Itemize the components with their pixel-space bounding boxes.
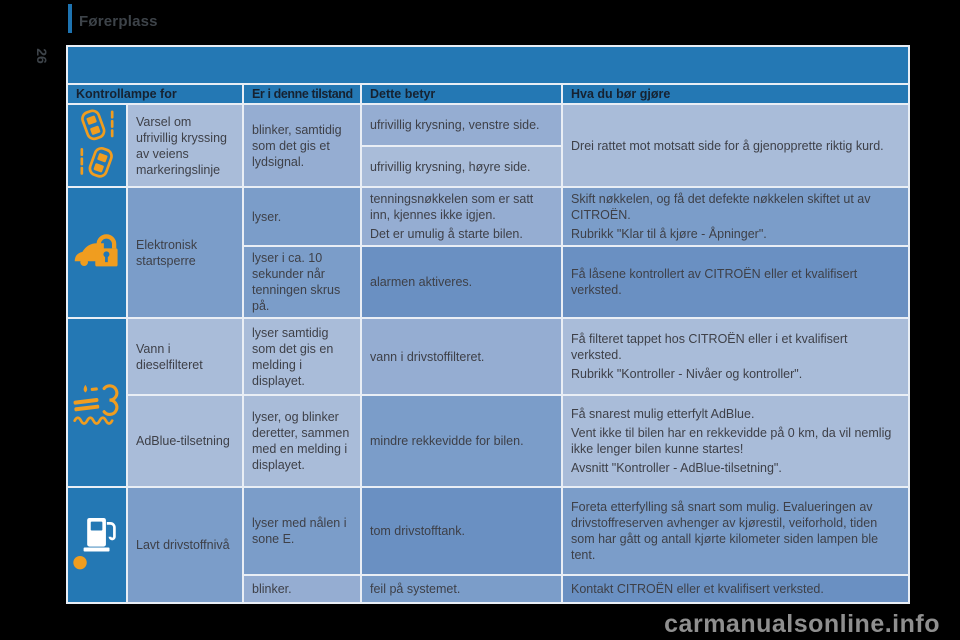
- action-paragraph: Få snarest mulig etterfylt AdBlue.: [571, 407, 755, 421]
- cell-lamp-name: Varsel om ufrivillig kryssing av veiens markeringslinje: [128, 105, 242, 186]
- cell-state: lyser, og blinker deretter, sammen med en melding i displayet.: [244, 396, 360, 486]
- table-row-water-filter: [68, 319, 908, 394]
- watermark: carmanualsonline.info: [664, 610, 940, 638]
- table-header-row: [68, 85, 908, 103]
- cell-meaning: tom drivstofftank.: [362, 488, 561, 574]
- warning-lamps-table: [66, 45, 910, 604]
- header-state-column: Er i denne tilstand: [244, 85, 360, 103]
- cell-meaning-right: ufrivillig krysning, høyre side.: [362, 147, 561, 186]
- cell-state: lyser med nålen i sone E.: [244, 488, 360, 574]
- low-fuel-pump-icon: [68, 488, 126, 602]
- section-title-accent-bar: [68, 4, 72, 33]
- car-lock-immobiliser-icon: [73, 227, 121, 275]
- cell-lamp-name: Lavt drivstoffnivå: [128, 488, 242, 602]
- cell-meaning: alarmen aktiveres.: [362, 247, 561, 317]
- cell-meaning: vann i drivstoffilteret.: [362, 319, 561, 394]
- section-title: Førerplass: [79, 13, 158, 30]
- top-band-cell: [68, 47, 908, 83]
- lane-departure-warning-icon: [68, 105, 126, 186]
- cell-action: Få låsene kontrollert av CITROËN eller et kvalifisert verksted.: [563, 247, 908, 317]
- cell-state: lyser i ca. 10 sekunder når tenningen skrus på.: [244, 247, 360, 317]
- action-paragraph: Vent ikke til bilen har en rekkevidde på 0 km, da vil nemlig ikke lenger bilen kunne startes!: [571, 426, 892, 456]
- cell-meaning: [362, 188, 561, 245]
- page-number: 26: [34, 48, 50, 64]
- lane-departure-warning-icon: [72, 108, 122, 180]
- header-action-column: Hva du bør gjøre: [563, 85, 908, 103]
- car-lock-immobiliser-icon: [68, 188, 126, 317]
- action-paragraph: Rubrikk "Klar til å kjøre - Åpninger".: [571, 227, 767, 241]
- low-fuel-pump-icon: [72, 507, 122, 579]
- cell-action: [563, 319, 908, 394]
- meaning-paragraph: Det er umulig å starte bilen.: [370, 227, 523, 241]
- cell-state: lyser.: [244, 188, 360, 245]
- action-paragraph: Avsnitt "Kontroller - AdBlue-tilsetning".: [571, 461, 782, 475]
- cell-lamp-name: Elektronisk startsperre: [128, 188, 242, 317]
- cell-action: [563, 188, 908, 245]
- cell-action: Drei rattet mot motsatt side for å gjenopprette riktig kurd.: [563, 105, 908, 186]
- cell-meaning: feil på systemet.: [362, 576, 561, 602]
- header-lamp-column: Kontrollampe for: [68, 85, 242, 103]
- water-in-diesel-filter-icon: [72, 376, 122, 426]
- action-paragraph: Få filteret tappet hos CITROËN eller i et kvalifisert verksted.: [571, 332, 848, 362]
- cell-action: [563, 396, 908, 486]
- cell-state: blinker.: [244, 576, 360, 602]
- table-row-immobiliser-1: [68, 188, 908, 245]
- table-row-adblue: [68, 396, 908, 486]
- action-paragraph: Rubrikk "Kontroller - Nivåer og kontroller".: [571, 367, 803, 381]
- header-meaning-column: Dette betyr: [362, 85, 561, 103]
- cell-state: blinker, samtidig som det gis et lydsignal.: [244, 105, 360, 186]
- table-top-band: [68, 47, 908, 83]
- cell-meaning-left: ufrivillig krysning, venstre side.: [362, 105, 561, 145]
- cell-action: Kontakt CITROËN eller et kvalifisert verksted.: [563, 576, 908, 602]
- meaning-paragraph: tenningsnøkkelen som er satt inn, kjennes ikke igjen.: [370, 192, 534, 222]
- cell-lamp-name: AdBlue-tilsetning: [128, 396, 242, 486]
- cell-lamp-name: Vann i dieselfilteret: [128, 319, 242, 394]
- cell-meaning: mindre rekkevidde for bilen.: [362, 396, 561, 486]
- cell-action: Foreta etterfylling så snart som mulig. Evalueringen av drivstoffreserven avhenger av kjørestil, veiforhold, tiden som har gått og antall kjørte kilometer siden lampen ble tent.: [563, 488, 908, 574]
- cell-state: lyser samtidig som det gis en melding i displayet.: [244, 319, 360, 394]
- table-row-low-fuel-1: [68, 488, 908, 574]
- table-row-lane-departure: [68, 105, 908, 145]
- water-in-diesel-filter-icon: [68, 319, 126, 486]
- action-paragraph: Skift nøkkelen, og få det defekte nøkkelen skiftet ut av CITROËN.: [571, 192, 871, 222]
